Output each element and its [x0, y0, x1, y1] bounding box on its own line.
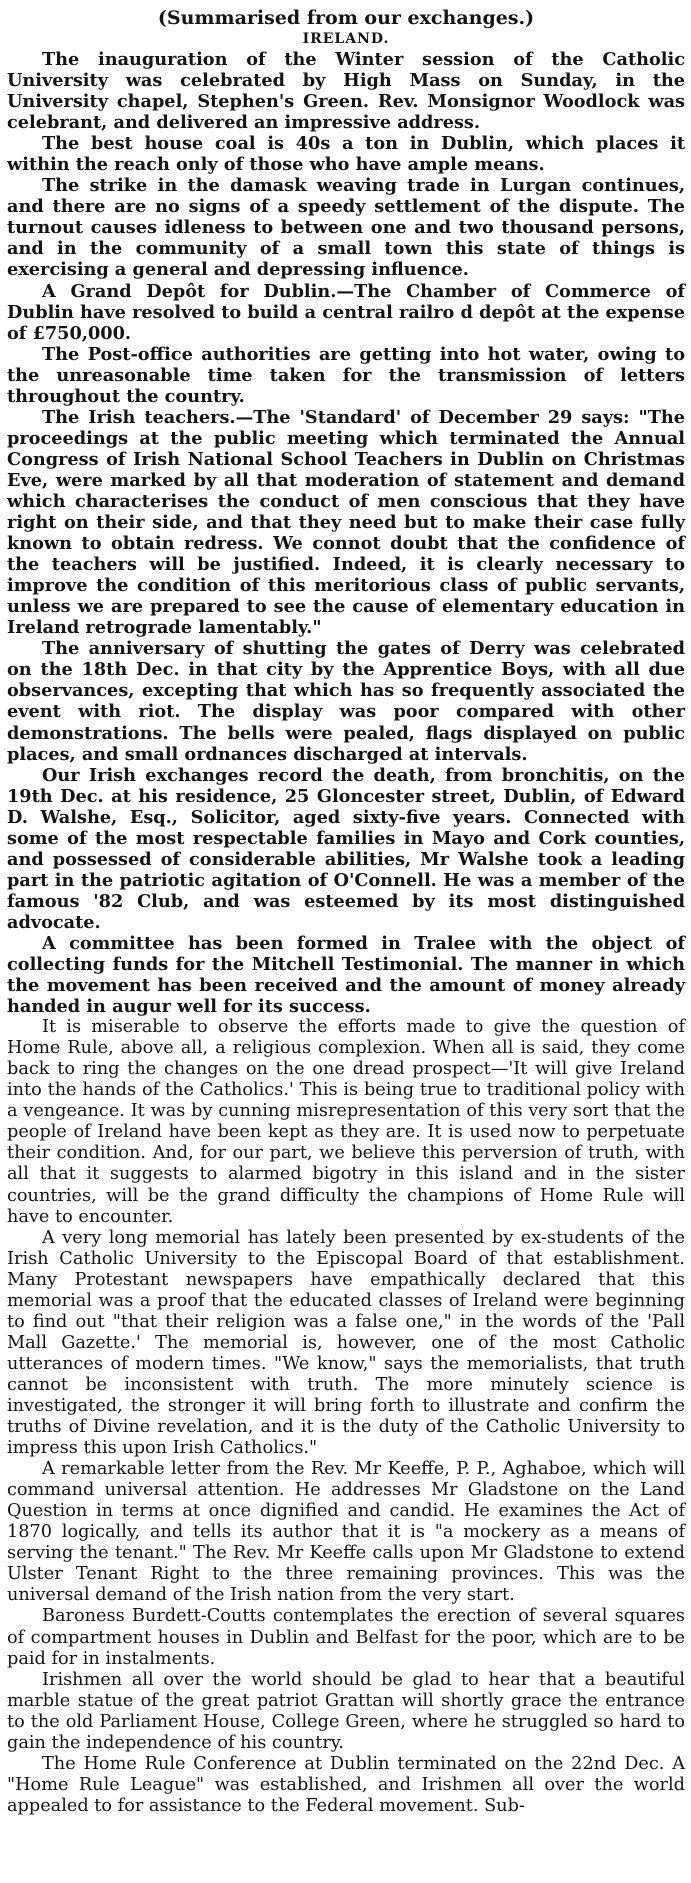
- column-header: (Summarised from our exchanges.): [157, 7, 535, 29]
- article-keeffe-letter: A remarkable letter from the Rev. Mr Keeffe, P. P., Aghaboe, which will command universal attention. He addresses Mr Gladstone on the Land Question in terms at once dignified and candid. He examines the Act of 1870 logically, and tells its author that it is "a mockery as a means of serving the tenant." The Rev. Mr Keeffe calls upon Mr Gladstone to extend Ulster Tenant Right to the three remaining provinces. This was the universal demand of the Irish nation from the very start.: [7, 1459, 685, 1606]
- article-post-office: The Post-office authorities are getting into hot water, owing to the unreasonable time taken for the transmission of letters throughout the country.: [7, 343, 685, 407]
- article-burdett-coutts: Baroness Burdett-Coutts contemplates the erection of several squares of compartment houses in Dublin and Belfast for the poor, which are to be paid for in instalments.: [7, 1606, 685, 1669]
- article-home-rule-conference: The Home Rule Conference at Dublin terminated on the 22nd Dec. A "Home Rule League" was established, and Irishmen all over the world appealed to for assistance to the Federal movement. Sub-: [7, 1753, 685, 1816]
- article-walshe-obituary: Our Irish exchanges record the death, from bronchitis, on the 19th Dec. at his residence, 25 Gloncester street, Dublin, of Edward D. Walshe, Esq., Solicitor, aged sixty-five years. Connected with some of the most respectable families in Mayo and Cork counties, and possessed of considerable abilities, Mr Walshe took a leading part in the patriotic agitation of O'Connell. He was a member of the famous '82 Club, and was esteemed by its most distinguished advocate.: [7, 764, 685, 933]
- article-derry-anniversary: The anniversary of shutting the gates of Derry was celebrated on the 18th Dec. in that city by the Apprentice Boys, with all due observances, excepting that which has so frequently associated the event with riot. The display was poor compared with other demonstrations. The bells were pealed, flags displayed on public places, and small ordnances discharged at intervals.: [7, 638, 685, 765]
- article-grattan-statue: Irishmen all over the world should be glad to hear that a beautiful marble statue of the great patriot Grattan will shortly grace the entrance to the old Parliament House, College Green, where he struggled so hard to gain the independence of his country.: [7, 1669, 685, 1753]
- article-house-coal-price: The best house coal is 40s a ton in Dublin, which places it within the reach only of those who have ample means.: [7, 133, 685, 176]
- article-mitchell-testimonial: A committee has been formed in Tralee with the object of collecting funds for the Mitchell Testimonial. The manner in which the movement has been received and the amount of money already handed in augur well for its success.: [7, 932, 685, 1018]
- article-university-memorial: A very long memorial has lately been presented by ex-students of the Irish Catholic University to the Episcopal Board of that establishment. Many Protestant newspapers have empathically declared that this memorial was a proof that the educated classes of Ireland were beginning to find out "that their religion was a false one," in the words of the 'Pall Mall Gazette.' The memorial is, however, one of the most Catholic utterances of modern times. "We know," says the memorialists, that truth cannot be inconsistent with truth. The more minutely science is investigated, the stronger it will bring forth to illustrate and confirm the truths of Divine revelation, and it is the duty of the Catholic University to impress this upon Irish Catholics.": [7, 1227, 685, 1459]
- article-irish-teachers: The Irish teachers.—The 'Standard' of December 29 says: "The proceedings at the public meeting which terminated the Annual Congress of Irish National School Teachers in Dublin on Christmas Eve, were marked by all that moderation of statement and demand which characterises the conduct of men conscious that they have right on their side, and that they need but to make their case fully known to obtain redress. We connot doubt that the confidence of the teachers will be justified. Indeed, it is clearly necessary to improve the condition of this meritorious class of public servants, unless we are prepared to see the cause of elementary education in Ireland retrograde lamentably.": [7, 406, 685, 639]
- article-lurgan-strike: The strike in the damask weaving trade in Lurgan continues, and there are no signs of a speedy settlement of the dispute. The turnout causes idleness to between one and two thousand persons, and in the community of a small town this state of things is exercising a general and depressing influence.: [7, 175, 685, 281]
- article-home-rule-religion: It is miserable to observe the efforts made to give the question of Home Rule, above all, a religious complexion. When all is said, they come back to ring the changes on the one dread prospect—'It will give Ireland into the hands of the Catholics.' This is being true to traditional policy with a vengeance. It was by cunning misrepresentation of this very sort that the people of Ireland have been kept as they are. It is used now to perpetuate their condition. And, for our part, we believe this perversion of truth, with all that it suggests to alarmed bigotry in this island and in the sister countries, will be the grand difficulty the champions of Home Rule will have to encounter.: [7, 1017, 685, 1227]
- article-catholic-university-inauguration: The inauguration of the Winter session of the Catholic University was celebrated by High Mass on Sunday, in the University chapel, Stephen's Green. Rev. Monsignor Woodlock was celebrant, and delivered an impressive address.: [7, 49, 685, 134]
- article-dublin-depot: A Grand Depôt for Dublin.—The Chamber of Commerce of Dublin have resolved to build a central railro d depôt at the expense of £750,000.: [7, 280, 685, 344]
- section-title: IRELAND.: [302, 31, 390, 47]
